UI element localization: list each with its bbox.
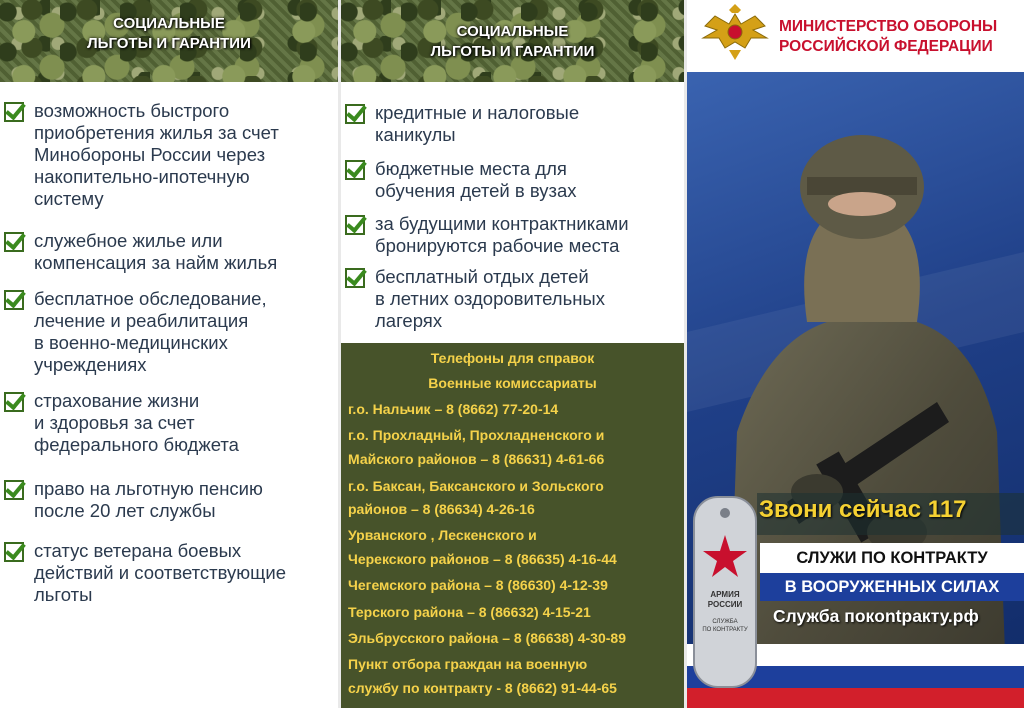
- list-item: страхование жизни и здоровья за счет федерального бюджета: [4, 390, 334, 456]
- left-camo-header: [0, 0, 338, 82]
- list-item: бесплатный отдых детей в летних оздоровительных лагерях: [345, 266, 680, 332]
- list-item: право на льготную пенсию после 20 лет службы: [4, 478, 334, 522]
- checkbox-check-icon: [4, 480, 24, 500]
- phone-line: районов – 8 (86634) 4-26-16: [348, 501, 535, 517]
- phone-line: Майского районов – 8 (86631) 4-61-66: [348, 451, 605, 467]
- ministry-title: МИНИСТЕРСТВО ОБОРОНЫ РОССИЙСКОЙ ФЕДЕРАЦИИ: [779, 18, 998, 55]
- phone-line: г.о. Нальчик – 8 (8662) 77-20-14: [348, 401, 559, 417]
- checkbox-check-icon: [345, 160, 365, 180]
- list-item: бесплатное обследование, лечение и реабилитация в военно-медицинских учреждениях: [4, 288, 334, 376]
- double-eagle-emblem-icon: [695, 4, 775, 64]
- right-panel: [687, 0, 1024, 708]
- list-item: бюджетные места для обучения детей в вузах: [345, 158, 680, 202]
- checkbox-check-icon: [4, 232, 24, 252]
- phone-line: г.о. Прохладный, Прохладненского и: [348, 427, 605, 443]
- checkbox-check-icon: [4, 542, 24, 562]
- list-item: служебное жилье или компенсация за найм жилья: [4, 230, 334, 274]
- checkbox-check-icon: [4, 392, 24, 412]
- list-item: за будущими контрактниками бронируются рабочие места: [345, 213, 680, 257]
- phones-box: [341, 343, 684, 708]
- checkbox-check-icon: [345, 268, 365, 288]
- phones-subtitle: Военные комиссариаты: [428, 375, 597, 391]
- serve-contract-label: СЛУЖИ ПО КОНТРАКТУ: [760, 543, 1024, 573]
- army-dog-tag-icon: [692, 495, 758, 695]
- checkbox-check-icon: [345, 215, 365, 235]
- checkbox-check-icon: [345, 104, 365, 124]
- phone-line: г.о. Баксан, Баксанского и Зольского: [348, 478, 604, 494]
- middle-header-title: СОЦИАЛЬНЫЕ ЛЬГОТЫ И ГАРАНТИИ: [430, 23, 595, 60]
- tag-service-text: СЛУЖБА: [712, 619, 738, 625]
- call-now-text: Звони сейчас 117: [759, 496, 967, 523]
- phones-title: Телефоны для справок: [430, 350, 595, 366]
- list-item: статус ветерана боевых действий и соответствующие льготы: [4, 540, 334, 606]
- list-item: кредитные и налоговые каникулы: [345, 102, 680, 146]
- phone-line: службу по контракту - 8 (8662) 91-44-65: [348, 680, 617, 696]
- checkbox-check-icon: [4, 290, 24, 310]
- phone-line: Чегемского района – 8 (86630) 4-12-39: [348, 577, 608, 593]
- left-panel: [0, 0, 338, 708]
- armed-forces-label: В ВООРУЖЕННЫХ СИЛАХ: [760, 573, 1024, 601]
- phone-line: Пункт отбора граждан на военную: [348, 656, 588, 672]
- middle-panel: [341, 0, 684, 708]
- tag-russia-text: РОССИИ: [707, 600, 743, 609]
- phone-line: Урванского , Лескенского и: [348, 527, 537, 543]
- ministry-header: [687, 0, 1024, 68]
- checkbox-check-icon: [4, 102, 24, 122]
- phone-line: Черекского районов – 8 (86635) 4-16-44: [348, 551, 617, 567]
- phone-line: Эльбрусского района – 8 (86638) 4-30-89: [348, 630, 626, 646]
- tag-contract-text: ПО КОНТРАКТУ: [702, 627, 748, 633]
- tag-army-text: АРМИЯ: [710, 590, 740, 599]
- left-header-title: СОЦИАЛЬНЫЕ ЛЬГОТЫ И ГАРАНТИИ: [87, 15, 251, 52]
- site-link[interactable]: Служба покontракту.рф: [773, 606, 979, 626]
- list-item: возможность быстрого приобретения жилья за счет Минобороны России через накопительно-ипотечную систему: [4, 100, 334, 210]
- phone-line: Терского района – 8 (86632) 4-15-21: [348, 604, 591, 620]
- middle-camo-header: [341, 0, 684, 82]
